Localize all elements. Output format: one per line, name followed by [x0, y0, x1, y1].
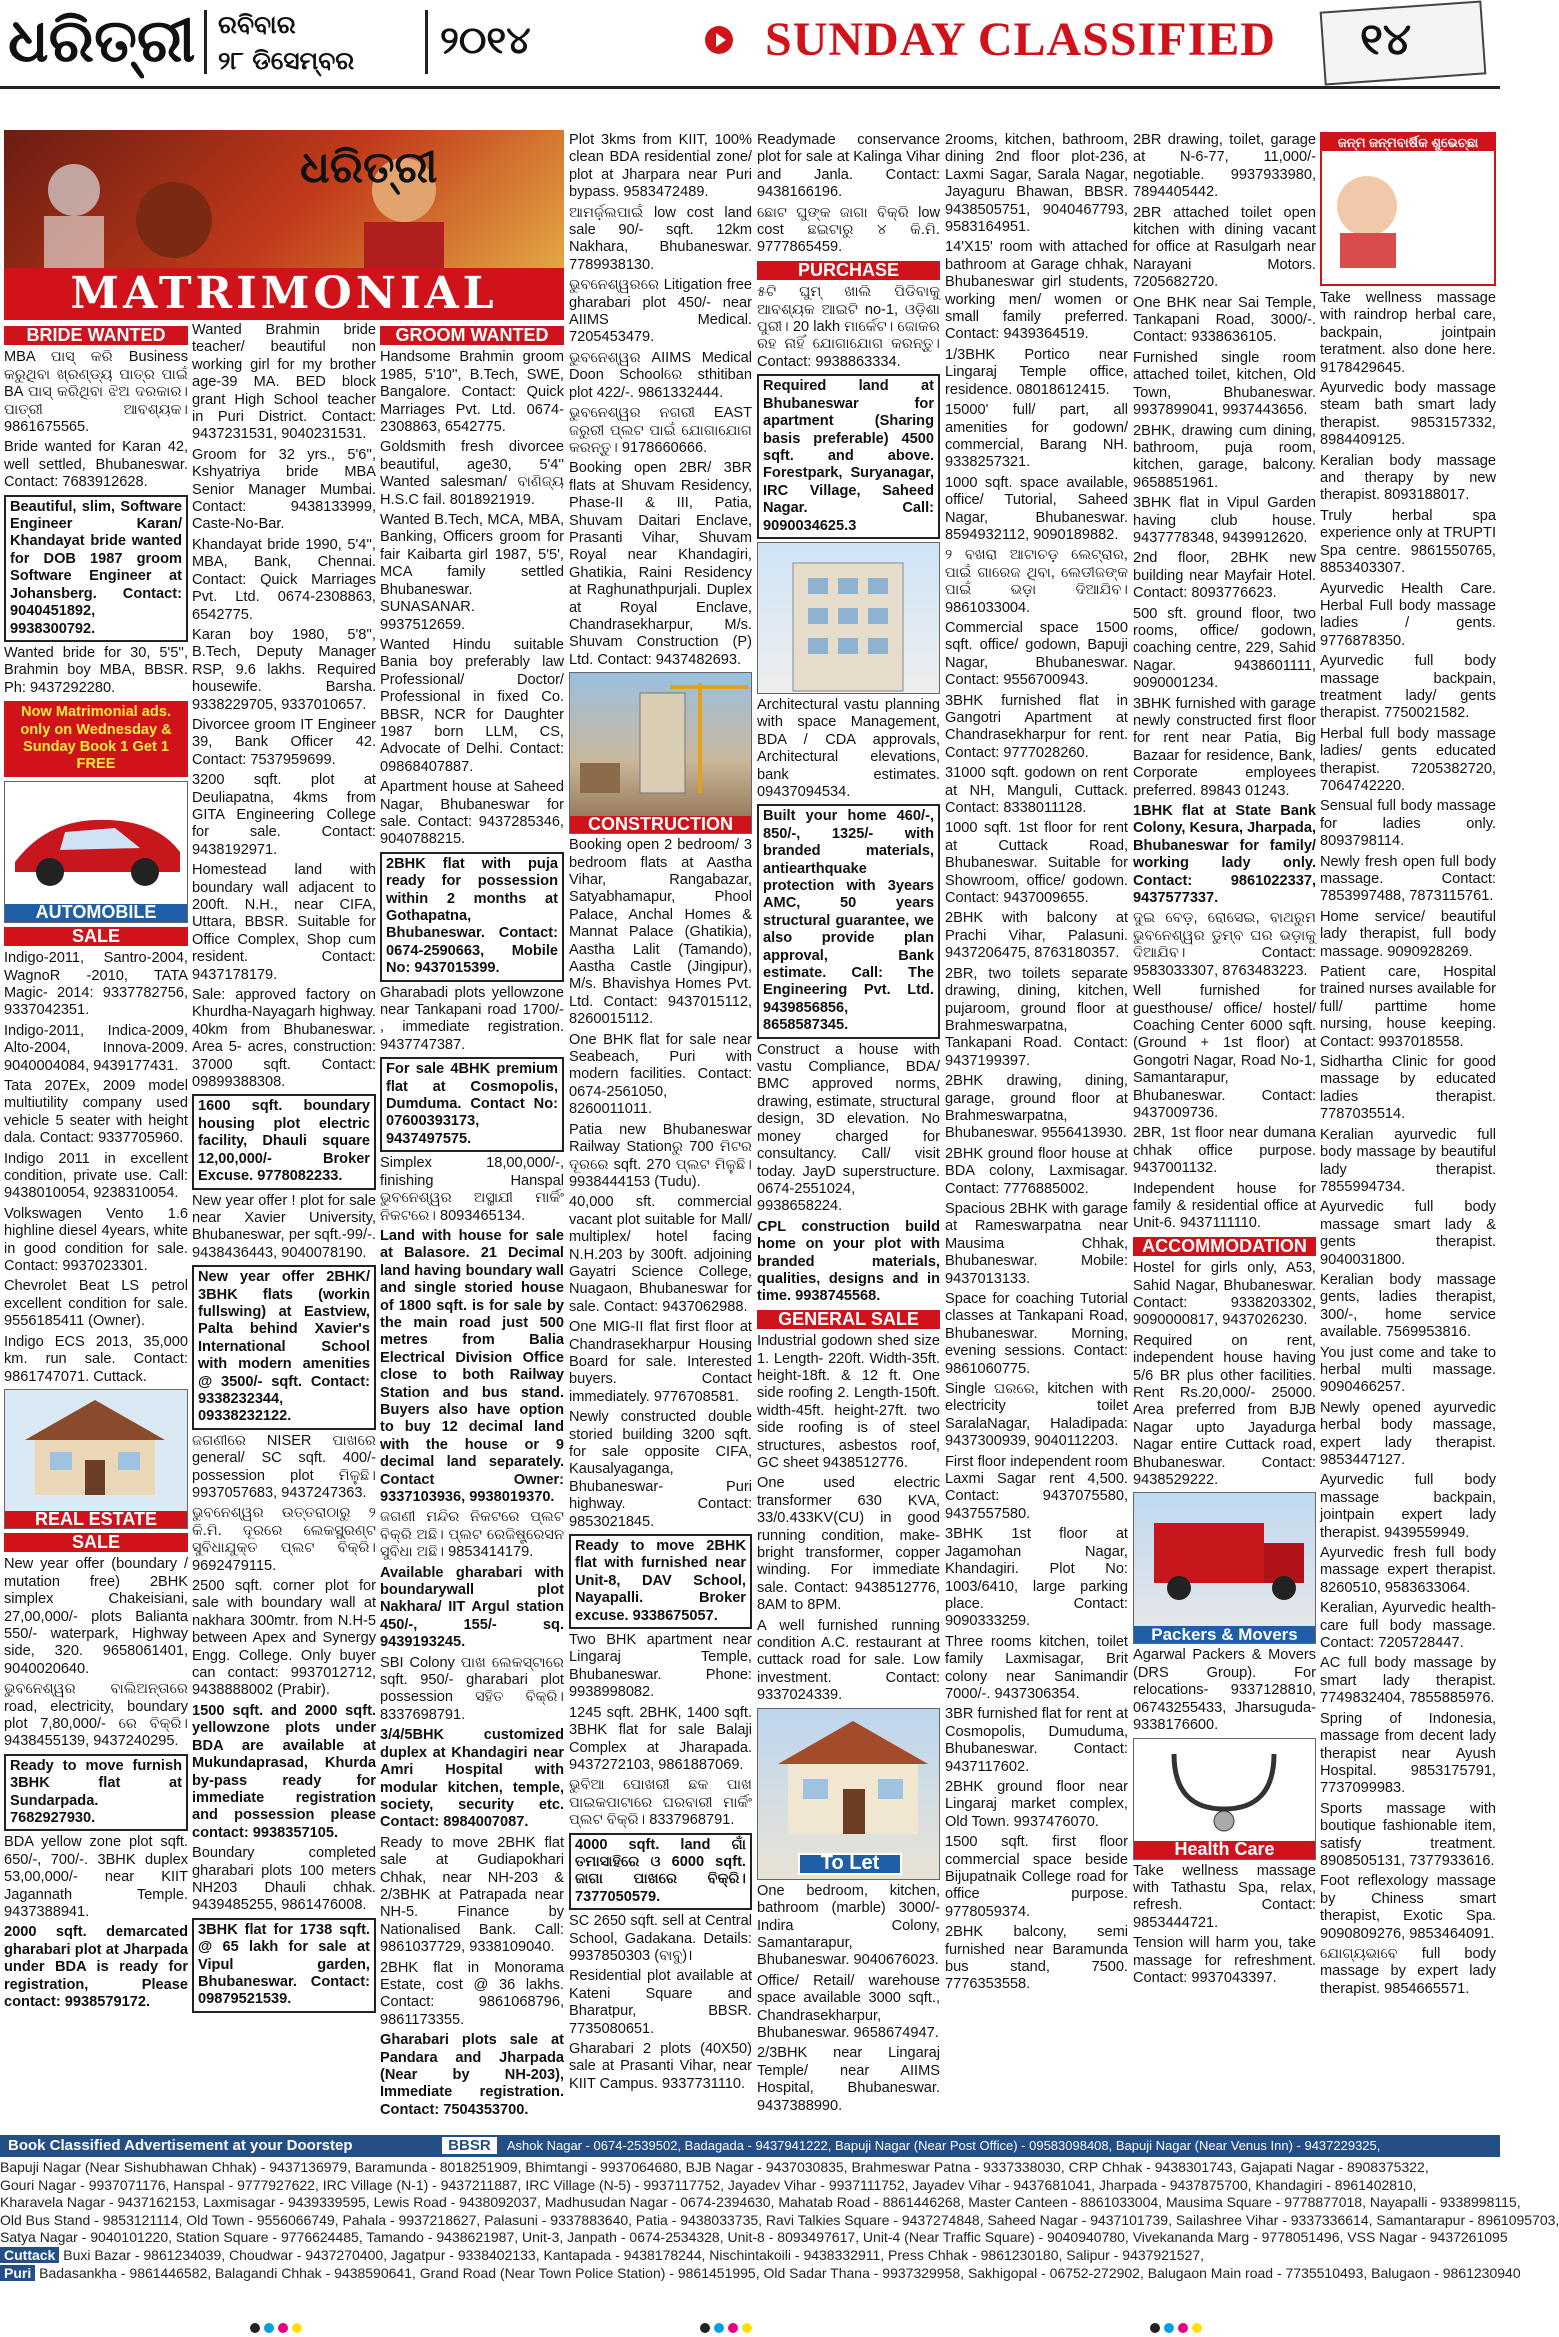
- to-let-heading: To Let: [798, 1853, 902, 1874]
- boxed-ad: 2BHK flat with puja ready for possession within 2 months at Gothapatna, Bhubaneswar. Contact: 0674-2590663, Mobile No: 9437015399.: [380, 852, 564, 982]
- ad: Sports massage with boutique fashionable item, satisfy treatment. 8908505131, 7377933616.: [1320, 1800, 1496, 1869]
- ad: Chevrolet Beat LS petrol excellent condition for sale. 9556185411 (Owner).: [4, 1278, 188, 1330]
- ad: Herbal full body massage ladies/ gents educated therapist. 7205382720, 7064742220.: [1320, 725, 1496, 794]
- building-icon: [758, 543, 939, 691]
- bold-ad: Available gharabari with boundarywall plot Nakhara/ IIT Argul station 450/-, 155/- sq. 9439193245.: [380, 1564, 564, 1651]
- divider: [204, 10, 207, 74]
- ad: Simplex 18,00,000/-, finishing Hanspal ଭୁବନେଶ୍ୱର ଅସ୍ଥାଯୀ ମାର୍କିଂ ନିକଟରେ। 8093465134.: [380, 1155, 564, 1224]
- ad: 1000 sqft. space available, office/ Tutorial, Saheed Nagar, Bhubaneswar. 8594932112, 9090189882.: [945, 474, 1128, 543]
- ad: Single ଘରରେ, kitchen with electricity toilet SaralaNagar, Haladipada: 9437300939, 9040112203.: [945, 1381, 1128, 1450]
- ad: ଆମର୍ଜ଼ଲପାଇଁ low cost land sale 90/- sqft. 12km Nakhara, Bhubaneswar. 7789938130.: [569, 204, 752, 273]
- ad: 31000 sqft. godown on rent at NH, Manguli, Cuttack. Contact: 8338011128.: [945, 765, 1128, 817]
- ad: First floor independent room Laxmi Sagar rent 4,500. Contact: 9437075580, 9437557580.: [945, 1453, 1128, 1522]
- ad: BDA yellow zone plot sqft. 650/-, 700/-. 3BHK duplex 53,00,000/- near KIIT Jagannath Temple. 9437388941.: [4, 1834, 188, 1921]
- ad: 2BHK, drawing cum dining, bathroom, puja room, kitchen, garage, balcony. 9658851961.: [1133, 422, 1316, 491]
- health-care-photo: [1133, 1738, 1316, 1860]
- ad: MBA ପାସ୍ କରି Business କରୁଥିବା ଖ୍ରଣ୍ଡ୍ୟ ପାତ୍ର ପାଇଁ BA ପାସ୍ କରିଥିବା ଝିଅ ଦରକାର। ପାତ୍ରୀ ଆବଶ୍ୟକ। 9861675565.: [4, 349, 188, 436]
- ad: One BHK near Sai Temple, Tankapani Road, 3000/-. Contact: 9338636105.: [1133, 294, 1316, 346]
- ad: Khandayat bride 1990, 5'4'', MBA, Bank, Chennai. Contact: Quick Marriages Pvt. Ltd. 0674-2308863, 6542775.: [192, 536, 376, 623]
- ad: 3BHK furnished with garage newly constructed first floor for rent near Patia, Big Bazaar for residence, Bank, Corporate employees preferred. 89843 01243.: [1133, 695, 1316, 799]
- ad: Take wellness massage with raindrop herbal care, backpain, jointpain teratment. also done here. 9178429645.: [1320, 290, 1496, 376]
- ad: Sidhartha Clinic for good massage by educated ladies therapist. 7787035514.: [1320, 1054, 1496, 1123]
- bold-ad: 1500 sqft. and 2000 sqft. yellowzone plots under BDA are available at Mukundaprasad, Khurda by-pass ready for immediate registration and possession please contact: 9938357105.: [192, 1702, 376, 1841]
- footer-row: Gouri Nagar - 9937071176, Hanspal - 9777927622, IRC Village (N-1) - 9437211887, IRC Village (N-5) - 9937117752, Jayadev Vihar - 9937111752, Jayadev Vihar - 9437681041, Jharpada - 9437875700, Khandagiri - 8961402810,: [0, 2176, 1417, 2193]
- ad: Handsome Brahmin groom 1985, 5'10'', B.Tech, SWE, Bangalore. Contact: Quick Marriages Pvt. Ltd. 0674-2308863, 6542775.: [380, 349, 564, 436]
- ad: Three rooms kitchen, toilet family Laxmisagar, Brit colony near Sanimandir 7000/-. 9437306354.: [945, 1633, 1128, 1702]
- ad: Ayurvedic full body massage backpain, jointpain expert lady therapist. 9439559949.: [1320, 1472, 1496, 1541]
- ad: 1245 sqft. 2BHK, 1400 sqft. 3BHK flat for sale Balaji Complex at Jharapada. 9437272103, 9861887069.: [569, 1704, 752, 1773]
- sale-heading: SALE: [4, 1533, 188, 1552]
- ad: Newly fresh open full body massage. Contact: 7853997488, 7873115761.: [1320, 853, 1496, 905]
- divider: [425, 10, 428, 74]
- ad: Booking open 2 bedroom/ 3 bedroom flats at Aastha Vihar, Rangabazar, Satyabhamapur, Phool Palace, Anchal Homes & Mannat Palace (Ghatikia), Aastha Lalit (Tamando), Aastha Castle (Jingipur), M/s. Bhavishya Homes Pvt. Ltd. Contact: 9437015112, 8260015112.: [569, 837, 752, 1028]
- ad: Readymade conservance plot for sale at Kalinga Vihar and Janla. Contact: 9438166196.: [757, 132, 940, 201]
- column-6: [945, 132, 1128, 2102]
- bold-ad: 1BHK flat at State Bank Colony, Kesura, Jharpada, Bhubaneswar for family/ working lady only. Contact: 9861022337, 9437577337.: [1133, 803, 1317, 907]
- car-icon: [5, 782, 187, 892]
- ad: Foot reflexology massage by Chiness smart therapist, Exotic Spa. 9090809276, 9853464091.: [1320, 1873, 1496, 1942]
- ad: 3BHK furnished flat in Gangotri Apartment at Chandrasekharpur for rent. Contact: 9777028260.: [945, 692, 1128, 761]
- bold-ad: 2000 sqft. demarcated gharabari plot at Jharpada under BDA is ready for registration, Please contact: 9938579172.: [4, 1924, 188, 2011]
- bold-ad: Gharabari plots sale at Pandara and Jharpada (Near by NH-203), Immediate registration. Contact: 7504353700.: [380, 2032, 564, 2118]
- play-triangle-icon: [716, 33, 726, 47]
- house-icon: [758, 1709, 939, 1839]
- ad: ଭୁବିଆ ପୋଖରୀ ଛକ ପାଖ ପାଇକପାଟାରେ ଘରବାରୀ ମାର୍କିଂ ପ୍ଲଟ ବିକ୍ରି। 8337968791.: [569, 1777, 752, 1829]
- footer-rows: [0, 2159, 1559, 2282]
- boxed-ad: Beautiful, slim, Software Engineer Karan/ Khandayat bride wanted for DOB 1987 groom Software Engineer at Johansberg. Contact: 9040451892, 9938300792.: [4, 495, 188, 642]
- matrimonial-banner: MATRIMONIAL: [4, 268, 564, 320]
- ad: ଭୁବନେଶ୍ୱରରେ Litigation free gharabari plot 450/- near AIIMS Medical. 7205453479.: [569, 277, 752, 346]
- section-title: SUNDAY CLASSIFIED: [765, 13, 1276, 66]
- ad: A well furnished running condition A.C. restaurant at cuttack road for sale. Low investment. Contact: 9337024339.: [757, 1617, 940, 1704]
- ad: 14'X15' room with attached bathroom at Garage chhak, Bhubaneswar girl students, working men/ women or small family preferred. Contact: 9439364519.: [945, 239, 1128, 343]
- ad: Keralian ayurvedic full body massage by beautiful lady therapist. 7855994734.: [1320, 1126, 1496, 1195]
- ad: New year offer ! plot for sale near Xavier University, Bhubaneswar, per sqft.-99/-. 9438436443, 9040078190.: [192, 1192, 376, 1261]
- ad: ୨ ବଖରା ଆଟାଚଡ଼ ଲେଟ୍ରାର, ପାଇଁ ଗାରେଜ ଥିବା, ଲେଡୀଜଙ୍କ ପାଇଁ ଭଡ଼ା ଦିଆଯିବ। 9861033004.: [945, 547, 1128, 616]
- packers-movers-photo: [1133, 1492, 1316, 1644]
- construction-site-icon: [570, 673, 751, 803]
- column-8: [1320, 132, 1496, 2102]
- ad: Keralian, Ayurvedic health-care full body massage. Contact: 7205728447.: [1320, 1600, 1496, 1652]
- ad: You just come and take to herbal multi massage. 9090466257.: [1320, 1344, 1496, 1396]
- ad: 15000' full/ part, all amenities for godown/ commercial, Barang NH. 9338257321.: [945, 402, 1128, 471]
- ad: Bride wanted for Karan 42, well settled, Bhubaneswar. Contact: 7683912628.: [4, 439, 188, 491]
- ad: Spring of Indonesia, massage from decent lady therapist near Ayush Hospital. 9853175791, 7737099983.: [1320, 1710, 1496, 1797]
- boxed-ad: 3BHK flat for 1738 sqft. @ 65 lakh for sale at Vipul garden, Bhubaneswar. Contact: 09879521539.: [192, 1918, 376, 2013]
- ad: Office/ Retail/ warehouse space available 3000 sqft., Chandrasekharpur, Bhubaneswar. 9658674947.: [757, 1972, 940, 2041]
- ad: Indigo ECS 2013, 35,000 km. run sale. Contact: 9861747071. Cuttack.: [4, 1333, 188, 1385]
- truck-icon: [1134, 1493, 1315, 1613]
- ad: Well furnished for guesthouse/ office/ hostel/ Coaching Center 6000 sqft. (Ground + 1st floor) at Gongotri Nagar, Road No-1, Samantarapur, Bhubaneswar. Contact: 9437009736.: [1133, 983, 1316, 1121]
- footer-row: Bapuji Nagar (Near Sishubhawan Chhak) - 9437136979, Baramunda - 8018251909, Bhimtangi - 9937064680, BJB Nagar - 9437030835, Brahmeswar Patna - 9337338030, CRP Chhak - 9438301743, Gajapati Nagar - 8908375322,: [0, 2159, 1429, 2175]
- boxed-ad: Ready to move 2BHK flat with furnished near Unit-8, DAV School, Nayapalli. Broker excuse. 9338675057.: [569, 1534, 752, 1629]
- ad: Construct a house with vastu Compliance, BDA/ BMC approved norms, drawing, estimate, structural design, 3D elevation. No money charged for consultancy. Call/ visit today. JayD superstructure. 0674-2551024, 9938658224.: [757, 1041, 940, 1215]
- ad: Karan boy 1980, 5'8'', B.Tech, Deputy Manager RSP, 9.6 lakhs. Required housewife. Barsha. 9338229705, 9337010657.: [192, 626, 376, 713]
- boxed-ad: New year offer 2BHK/ 3BHK flats (workin fullswing) at Eastview, Palta behind Xavier's International School with modern amenities @ 3500/- sqft. Contact: 9338232344, 09338232122.: [192, 1265, 376, 1430]
- ad: Ready to move 2BHK flat sale at Gudiapokhari Chhak, near NH-203 & 2/3BHK at Patrapada near NH-5. Finance by Nationalised Bank. Call: 9861037729, 9338109040.: [380, 1834, 564, 1956]
- boxed-ad: For sale 4BHK premium flat at Cosmopolis, Dumduma. Contact No: 07600393173, 9437497575.: [380, 1057, 564, 1152]
- ad: 1000 sqft. 1st floor for rent at Cuttack Road, Bhubaneswar. Suitable for Showroom, office/ godown. Contact: 9437009655.: [945, 820, 1128, 907]
- city-label-bbsr: BBSR: [442, 2137, 497, 2154]
- ad: SBI Colony ପାଖ ଲେକସ୍ଟାରେ sqft. 950/- gharabari plot possession ସହିତ ବିକ୍ରି। 8337698791.: [380, 1654, 564, 1723]
- ad: Sale: approved factory on Khurdha-Nayagarh highway. 40km from Bhubaneswar. Area 5- acres, construction: 37000 sqft. Contact: 09899388308.: [192, 987, 376, 1091]
- ad: Residential plot available at Kateni Square and Bharatpur, BBSR. 7735080651.: [569, 1968, 752, 2037]
- ad: One BHK flat for sale near Seabeach, Puri with modern facilities. Contact: 0674-2561050, 8260011011.: [569, 1031, 752, 1118]
- boxed-ad: 1600 sqft. boundary housing plot electric facility, Dhauli square 12,00,000/- Broker Excuse. 9778082233.: [192, 1094, 376, 1189]
- footer-row: Old Bus Stand - 9853121114, Old Town - 9556066749, Pahala - 9937218627, Palasuni - 9337883640, Patia - 9438033735, Ravi Talkies Square - 9437274848, Saheed Nagar - 9437101739, Sailashree Vihar - 9337336614, Samantarapur - 8961095703,: [0, 2211, 1559, 2228]
- city-label-puri: Puri: [0, 2265, 35, 2281]
- ad: Home service/ beautiful lady therapist, full body massage. 9090928269.: [1320, 908, 1496, 960]
- ad: 2BR, two toilets separate drawing, dining, kitchen, pujaroom, ground floor at Brahmeswarpatna, Tankapani Road. Contact: 9437199397.: [945, 965, 1128, 1069]
- ad: 3BHK 1st floor at Jagamohan Nagar, Khandagiri. Plot No: 1003/6410, large parking place. Contact: 9090333259.: [945, 1526, 1128, 1630]
- promo-box: Now Matrimonial ads. only on Wednesday & Sunday Book 1 Get 1 FREE: [4, 701, 188, 777]
- bold-ad: 3/4/5BHK customized duplex at Khandagiri near Amri Hospital with modular kitchen, temple, society, security etc. Contact: 8984007087.: [380, 1727, 564, 1831]
- ad: 2/3BHK near Lingaraj Temple/ near AIIMS Hospital, Bhubaneswar. 9437388990.: [757, 2045, 940, 2114]
- ad: Ayurvedic full body massage smart lady & gents therapist. 9040031800.: [1320, 1199, 1496, 1268]
- print-registration-marks: [250, 2318, 340, 2330]
- ad: 2BHK flat in Monorama Estate, cost @ 36 lakhs. Contact: 9861068796, 9861173355.: [380, 1959, 564, 2028]
- ad: Divorcee groom IT Engineer 39, Bank Officer 42. Contact: 7537959699.: [192, 716, 376, 768]
- ad: 2500 sqft. corner plot for sale with boundary wall at nakhara 300mtr. from N.H-5 between Apex and Synergy Engg. College. Only buyer can contact: 9937012712, 9438888002 (Prabir).: [192, 1578, 376, 1699]
- ad: 2BHK drawing, dining, garage, ground floor at Brahmeswarpatna, Bhubaneswar. 9556413930.: [945, 1073, 1128, 1142]
- ad: ଯୋଗ୍ୟଭାବେ full body massage by expert lady therapist. 9854665571.: [1320, 1945, 1496, 1997]
- masthead-day: ରବିବାର: [218, 10, 296, 39]
- ad: ଭୁବନେଶ୍ୱର ଉତ୍ତରାଠାରୁ ୨ କି.ମି. ଦୂରରେ ଲେକସ୍ଫ୍ରଣ୍ଟ ସୁବିଧାଯୁକ୍ତ ପ୍ଲଟ ବିକ୍ରି। 9692479115.: [192, 1505, 376, 1574]
- ad: Boundary completed gharabari plots 100 meters NH203 Dhauli chhak. 9439485255, 9861476008.: [192, 1845, 376, 1914]
- bride-wanted-heading: BRIDE WANTED: [4, 326, 188, 345]
- ad: 2BR drawing, toilet, garage at N-6-77, 11,000/- negotiable. 9937933980, 7894405442.: [1133, 132, 1316, 201]
- packers-heading: Packers & Movers: [1134, 1626, 1315, 1643]
- ad: Patia new Bhubaneswar Railway Stationରୁ 700 ମିଟର ଦୂରରେ sqft. 270 ପ୍ଲଟ ମିଳୁଛି। 9938444153 (Tudu).: [569, 1121, 752, 1190]
- ad: Architectural vastu planning with space Management, BDA / CDA approvals, Architectural elevations, bank estimates. 09437094534.: [757, 696, 940, 800]
- ad: Indigo-2011, Santro-2004, WagnoR -2010, TATA Magic- 2014: 9337782756, 9337042351.: [4, 950, 188, 1019]
- footer-heading-bar: [0, 2135, 1500, 2157]
- ad: Industrial godown shed size 1. Length- 220ft. Width-35ft. height-18ft. & 12 ft. One side roofing 2. Length-150ft. width-45ft. height-27ft. two side roofing is of steel structures, asbestos roof, GC sheet 9438512776.: [757, 1333, 940, 1471]
- ad: Tension will harm you, take massage for refreshment. Contact: 9937043397.: [1133, 1935, 1316, 1986]
- ad: New year offer (boundary / mutation free) 2BHK simplex Chakeisiani, 27,00,000/- plots Balianta 550/- waterpark, Highway side, 320. 9658061401, 9040020640.: [4, 1556, 188, 1677]
- ad: Wanted B.Tech, MCA, MBA, Banking, Officers groom for fair Kaibarta girl 1987, 5'5', MCA family settled Bhubaneswar. SUNASANAR. 9937512659.: [380, 512, 564, 633]
- ad: ଜଗଣୀରେ NISER ପାଖରେ general/ SC sqft. 400/- possession plot ମିଳୁଛି। 9937057683, 9437247363.: [192, 1432, 376, 1501]
- ad: Spacious 2BHK with garage at Rameswarpatna near Mausima Chhak, Bhubaneswar. Mobile: 9437013133.: [945, 1200, 1128, 1287]
- ad: Indigo 2011 in excellent condition, private use. Call: 9438010054, 9238310054.: [4, 1150, 188, 1202]
- ad: Homestead land with boundary wall adjacent to 200ft. N.H., near CIFA, Uttara, BBSR. Suitable for Office Complex, Shop cum resident. Contact: 9437178179.: [192, 862, 376, 983]
- ad: One MIG-II flat first floor at Chandrasekharpur Housing Board for sale. Interested buyers. Contact immediately. 9776708581.: [569, 1319, 752, 1405]
- ad: ଜଗଣୀ ମନ୍ଦିର ନିକଟରେ ପ୍ଲଟ ବିକ୍ରି ଅଛି। ପ୍ଲଟ ରେଜିଷ୍ଟ୍ରେସନ ସୁବିଧା ଅଛି। 9853414179.: [380, 1509, 564, 1561]
- ad: Ayurvedic Health Care. Herbal Full body massage ladies / gents. 9776878350.: [1320, 580, 1496, 649]
- ad: 3BHK flat in Vipul Garden having club house. 9437778348, 9439912620.: [1133, 495, 1316, 546]
- column-4: [569, 132, 752, 2102]
- column-5: [757, 132, 940, 2114]
- ad: Plot 3kms from KIIT, 100% clean BDA residential zone/ plot at Jharpara near Puri bypass. 9583472489.: [569, 132, 752, 201]
- general-sale-heading: GENERAL SALE: [757, 1310, 940, 1329]
- ad: ଛୋଟ ଘୁଙ୍କ ଜାଗା ବିକ୍ରି low cost ଛଇଟାରୁ ୪ କି.ମି. 9777865459.: [757, 204, 940, 256]
- ad: One used electric transformer 630 KVA, 33/0.433KV(CU) in good running condition, make-bright transformer, copper winding. For immediate sale. Contact: 9438512776, 8AM to 8PM.: [757, 1475, 940, 1614]
- ad: Newly constructed double storied building 3200 sqft. for sale opposite CIFA, Kausalyaganga, Bhubaneswar- Puri highway. Contact: 9853021845.: [569, 1409, 752, 1530]
- accommodation-heading: ACCOMMODATION: [1133, 1237, 1316, 1256]
- ad: Ayurvedic fresh full body massage expert therapist. 8260510, 9583633064.: [1320, 1545, 1496, 1596]
- column-7: [1133, 132, 1316, 2102]
- groom-wanted-heading: GROOM WANTED: [380, 326, 564, 345]
- ad: Furnished single room attached toilet, kitchen, Old Town, Bhubaneswar. 9937899041, 9937443656.: [1133, 349, 1316, 419]
- ad: Take wellness massage with Tathastu Spa, relax, refresh. Contact: 9853444721.: [1133, 1862, 1316, 1931]
- car-photo: [4, 781, 188, 923]
- ad: Wanted Brahmin bride teacher/ beautiful non working girl for my brother age-39 MA. BED block grant High School teacher in Puri District. Contact: 9437231531, 9040231531.: [192, 322, 376, 443]
- boxed-ad: 4000 sqft. land ଗାଁ ତମାସାହିରେ ଓ 6000 sqft. ଜାଗା ପାଖରେ ବିକ୍ରି। 7377050579.: [569, 1833, 752, 1911]
- health-care-heading: Health Care: [1134, 1841, 1315, 1858]
- ad: 500 sft. ground floor, two rooms, office/ godown, coaching centre, 229, Sahid Nagar. 9438601111, 9090001234.: [1133, 605, 1316, 692]
- boxed-ad: Ready to move furnish 3BHK flat at Sundarpada. 7682927930.: [4, 1754, 188, 1832]
- ad: Ayurvedic full body massage backpain, treatment lady/ gents therapist. 7750021582.: [1320, 653, 1496, 722]
- footer-row: Satya Nagar - 9040101220, Station Square - 9776624485, Tamando - 9438621987, Unit-3, Janpath - 0674-2534328, Unit-8 - 8093497617, Unit-4 (Near Traffic Square) - 9040940780, Vivekananda Marg - 9778051496, VSS Nagar - 9437261095: [0, 2229, 1508, 2246]
- stethoscope-icon: [1134, 1739, 1315, 1834]
- ad: Groom for 32 yrs., 5'6'', Kshyatriya bride MBA Senior Manager Mumbai. Contact: 9438133999, Caste-No-Bar.: [192, 446, 376, 533]
- ad: 40,000 sft. commercial vacant plot suitable for Mall/ multiplex/ hotel facing N.H.203 by 300ft. adjoining Gayatri Science College, Nuagaon, Bhubaneswar for sale. Contact: 9437062988.: [569, 1194, 752, 1315]
- ad: Indigo-2011, Indica-2009, Alto-2004, Innova-2009. 9040004084, 9439177431.: [4, 1022, 188, 1074]
- ad: Two BHK apartment near Lingaraj Temple, Bhubaneswar. Phone: 9938998082.: [569, 1632, 752, 1701]
- ad: ଭୁବନେଶ୍ୱର ବାଲିଅନ୍ତାରେ road, electricity, boundary plot 7,80,000/- ରେ ବିକ୍ରି। 9438455139, 9437240295.: [4, 1681, 188, 1750]
- ad: Agarwal Packers & Movers (DRS Group). For relocations- 9337128810, 06743255433, Jharsuguda-9338176600.: [1133, 1647, 1316, 1734]
- footer-heading: Book Classified Advertisement at your Doorstep: [8, 2137, 353, 2154]
- ad: 1500 sqft. first floor commercial space beside Bijupatnaik College road for office purpose. 9778059374.: [945, 1834, 1128, 1920]
- ad: Wanted Hindu suitable Bania boy preferably law Professional/ Doctor/ Professional in fixed Co. BBSR, NCR for Daughter 1987 born LLM, CS, Advocate of Delhi. Contact: 09868407887.: [380, 636, 564, 775]
- house-icon: [5, 1390, 187, 1500]
- ad: One bedroom, kitchen, bathroom (marble) 3000/- Indira Colony, Samantarapur, Bhubaneswar. 9040676023.: [757, 1882, 940, 1969]
- wedding-couple-illustration: [4, 130, 564, 270]
- ad: Apartment house at Saheed Nagar, Bhubaneswar for sale. Contact: 9437285346, 9040788215.: [380, 779, 564, 848]
- page-number: ୧୪: [1360, 14, 1412, 65]
- ad: 2BHK with balcony at Prachi Vihar, Palasuni. 9437206475, 8763180357.: [945, 910, 1128, 962]
- matrimonial-logo: ଧରିତ୍ରୀ: [300, 142, 438, 193]
- ad: Goldsmith fresh divorcee beautiful, age30, 5'4'' Wanted salesman/ ବାଣିଜ୍ୟ H.S.C fail. 8018921919.: [380, 439, 564, 508]
- ad: Gharabari 2 plots (40X50) sale at Prasanti Vihar, near KIIT Campus. 9337731110.: [569, 2041, 752, 2092]
- ad: 2rooms, kitchen, bathroom, dining 2nd floor plot-236, Laxmi Sagar, Sarala Nagar, Jayaguru Bhawan, BBSR. 9438505751, 9040467793, 9583164951.: [945, 132, 1128, 236]
- real-estate-heading: REAL ESTATE: [5, 1511, 187, 1528]
- ad: Ayurvedic body massage steam bath smart lady therapist. 9853157332, 8984409125.: [1320, 380, 1496, 449]
- bold-ad: Land with house for sale at Balasore. 21 Decimal land having boundary wall and single storied house of 1800 sqft. is for sale by the main road just 500 metres from Balia Electrical Division Office close to both Railway Station and bus stand. Buyers also have option to buy 12 decimal land with the house or 9 decimal land separately. Contact Owner: 9337103936, 9938019370.: [380, 1227, 564, 1505]
- ad: Keralian body massage and therapy by new therapist. 8093188017.: [1320, 452, 1496, 504]
- ad: 2BHK balcony, semi furnished near Baramunda bus stand, 7500. 7776353558.: [945, 1924, 1128, 1993]
- ad: ୫ଟି ଘୁମ୍ ଖାଲି ପିଡିବାକୁ ଆବଶ୍ୟକ ଆଇଟି no-1, ଓଡ଼ିଶା ପୁରୀ। 20 lakh ମାର୍କେଟ। ଜୋକର ରହ ନାହିଁ ଯୋଗାଯୋଗ କରନ୍ତୁ। Contact: 9938863334.: [757, 284, 940, 370]
- ad: 3BR furnished flat for rent at Cosmopolis, Dumuduma, Bhubaneswar. Contact: 9437117602.: [945, 1706, 1128, 1775]
- ad: 1/3BHK Portico near Lingaraj Temple office, residence. 08018612415.: [945, 346, 1128, 398]
- ad: ଭୁବନେଶ୍ୱର AIIMS Medical Doon Schoolରେ sthitiban plot 422/-. 9861332444.: [569, 349, 752, 401]
- ad: Volkswagen Vento 1.6 highline diesel 4years, white in good condition for sale. Contact: 9937023301.: [4, 1205, 188, 1275]
- ad: Independent house for family & residential office at Unit-6. 9437111110.: [1133, 1180, 1316, 1232]
- ad: ଭୁବନେଶ୍ୱର ନଗରୀ EAST ଜରୁରୀ ପ୍ଲଟ ପାଇଁ ଯୋଗାଯୋଗ କରନ୍ତୁ। 9178660666.: [569, 405, 752, 456]
- ad: Required on rent, independent house having 5/6 BR plus other facilities. Rent Rs.20,000/- 25000. Area preferred from BJB Nagar upto Jayadurga Nagar entire Cuttack road, Bhubaneswar. Contact: 9438529222.: [1133, 1332, 1316, 1489]
- ad: 2BHK ground floor house at BDA colony, Laxmisagar. Contact: 7776885002.: [945, 1145, 1128, 1197]
- birthday-heading: ଜନ୍ମ ଜନ୍ମବାର୍ଷିକ ଶୁଭେଚ୍ଛା: [1322, 134, 1494, 151]
- purchase-heading: PURCHASE: [757, 261, 940, 280]
- print-registration-marks: [1150, 2318, 1240, 2330]
- boxed-ad: Built your home 460/-, 850/-, 1325/- with branded materials, antiearthquake protection with 3years AMC, 50 years structural guarantee, we also provide plan approval, Bank estimate. Call: The Engineering Pvt. Ltd. 9439856856, 8658587345.: [757, 804, 940, 1038]
- masthead-date: ୨୮ ଡିସେମ୍ବର: [218, 46, 355, 75]
- sale-heading: SALE: [4, 927, 188, 946]
- footer-row: Kharavela Nagar - 9437162153, Laxmisagar - 9439339595, Lewis Road - 9438092037, Madhusudan Nagar - 0674-2394630, Mahatab Road - 8861446268, Master Canteen - 8861033004, Mausima Square - 9778877018, Nayapalli - 9338998115,: [0, 2194, 1521, 2211]
- ad: 2BHK ground floor near Lingaraj market complex, Old Town. 9937476070.: [945, 1778, 1128, 1830]
- ad: SC 2650 sqft. sell at Central School, Gadakana. Details: 9937850303 (ବାବୁ)।: [569, 1913, 752, 1964]
- masthead-year: ୨୦୧୪: [440, 18, 531, 62]
- column-2: [192, 322, 376, 2112]
- child-photo: [1322, 151, 1494, 271]
- ad: Wanted bride for 30, 5'5'', Brahmin boy MBA, BBSR. Ph: 9437292280.: [4, 644, 188, 696]
- ad: Truly herbal spa experience only at TRUPTI Spa centre. 9861550765, 8853403307.: [1320, 507, 1496, 577]
- footer-row-cuttack: [0, 2247, 1500, 2265]
- ad: Gharabadi plots yellowzone near Tankapani road 1700/- , immediate registration. 9437747387.: [380, 984, 564, 1053]
- ad: 2BR, 1st floor near dumana chhak office purpose. 9437001132.: [1133, 1125, 1316, 1177]
- ad: Patient care, Hospital trained nurses available for full/ parttime home nursing, house keeping. Contact: 9937018558.: [1320, 964, 1496, 1050]
- print-registration-marks: [700, 2318, 790, 2330]
- ad: AC full body massage by smart lady therapist. 7749832404, 7855885976.: [1320, 1655, 1496, 1707]
- footer-row: Ashok Nagar - 0674-2539502, Badagada - 9437941222, Bapuji Nagar (Near Post Office) - 09583098408, Bapuji Nagar (Near Venus Inn) - 9437229325,: [506, 2138, 1381, 2153]
- construction-heading: CONSTRUCTION: [570, 816, 751, 833]
- ad: ଦୁଇ ବେଡ଼, ରୋସେଇ, ବାଥରୁମ ଭୁବନେଶ୍ୱର ଡୁମ୍ବ ଘର ଭଡ଼ାକୁ ଦିଆଯିବ। Contact: 9583033307, 8763483223.: [1133, 910, 1316, 979]
- ad: 2BR attached toilet open kitchen with dining vacant for office at Rasulgarh near Narayani Motors. 7205682720.: [1133, 204, 1316, 291]
- boxed-ad: Required land at Bhubaneswar for apartment (Sharing basis preferable) 4500 sqft. and above. Forestpark, Suryanagar, IRC Village, Saheed Nagar. Call: 9090034625.3: [757, 374, 940, 539]
- footer-row-text: Buxi Bazar - 9861234039, Choudwar - 9437270400, Jagatpur - 9338402133, Kantapada - 9438178244, Nischintakoili - 9438332911, Press Chhak - 9861230180, Salipur - 9437921527,: [63, 2246, 1205, 2263]
- ad: Commercial space 1500 sqft. office/ godown, Bapuji Nagar, Bhubaneswar. Contact: 9556700943.: [945, 619, 1128, 689]
- house-photo: [4, 1389, 188, 1529]
- newspaper-logo: ଧରିତ୍ରୀ: [8, 6, 196, 76]
- footer-row-puri: [0, 2264, 1521, 2283]
- ad: Keralian body massage gents, ladies therapist, 300/-, home service available. 7569953816.: [1320, 1271, 1496, 1341]
- ad: Space for coaching Tutorial classes at Tankapani Road, Bhubaneswar. Morning, evening sessions. Contact: 9861060775.: [945, 1291, 1128, 1377]
- construction-photo: [569, 672, 752, 834]
- column-1: [4, 322, 188, 2112]
- city-label-cuttack: Cuttack: [0, 2247, 59, 2263]
- ad: 2nd floor, 2BHK new building near Mayfair Hotel. Contact: 8093776623.: [1133, 550, 1316, 602]
- ad: Hostel for girls only, A53, Sahid Nagar, Bhubaneswar. Contact: 9338203302, 9090000817, 9437026230.: [1133, 1260, 1316, 1329]
- building-photo: [757, 542, 940, 694]
- masthead: [0, 0, 1500, 89]
- bold-ad: CPL construction build home on your plot with branded materials, qualities, designs and in time. 9938745568.: [757, 1218, 940, 1305]
- ad: Tata 207Ex, 2009 model multiutility company used vehicle 5 seater with height dala. Contact: 9337705960.: [4, 1078, 188, 1147]
- footer-row-text: Badasankha - 9861446582, Balagandi Chhak - 9438590641, Grand Road (Near Town Police Station) - 9861451995, Old Sadar Thana - 9937329958, Sakhigopal - 06752-272902, Balugaon Main road - 7735510493, Balugaon - 9861230940: [39, 2264, 1521, 2281]
- birthday-box: [1320, 132, 1496, 286]
- ad: 3200 sqft. plot at Deuliapatna, 4kms from GITA Engineering College for sale. Contact: 9438192971.: [192, 772, 376, 858]
- booking-centres-footer: [0, 2135, 1559, 2320]
- automobile-heading: AUTOMOBILE: [5, 904, 187, 921]
- ad: Sensual full body massage for ladies only. 8093798114.: [1320, 798, 1496, 850]
- ad: Booking open 2BR/ 3BR flats at Shuvam Residency, Phase-II & III, Patia, Shuvam Daitari Enclave, Prasanti Vihar, Shuvam Royal near Khandagiri, Ghatikia, Raini Residency at Raghunathpurjali. Duplex at Royal Enclave, Chandrasekharpur, M/s. Shuvam Construction (P) Ltd. Contact: 9437482693.: [569, 460, 752, 668]
- column-3: [380, 322, 564, 2118]
- ad: Newly opened ayurvedic herbal body massage, expert lady therapist. 9853447127.: [1320, 1399, 1496, 1468]
- to-let-photo: [757, 1708, 940, 1880]
